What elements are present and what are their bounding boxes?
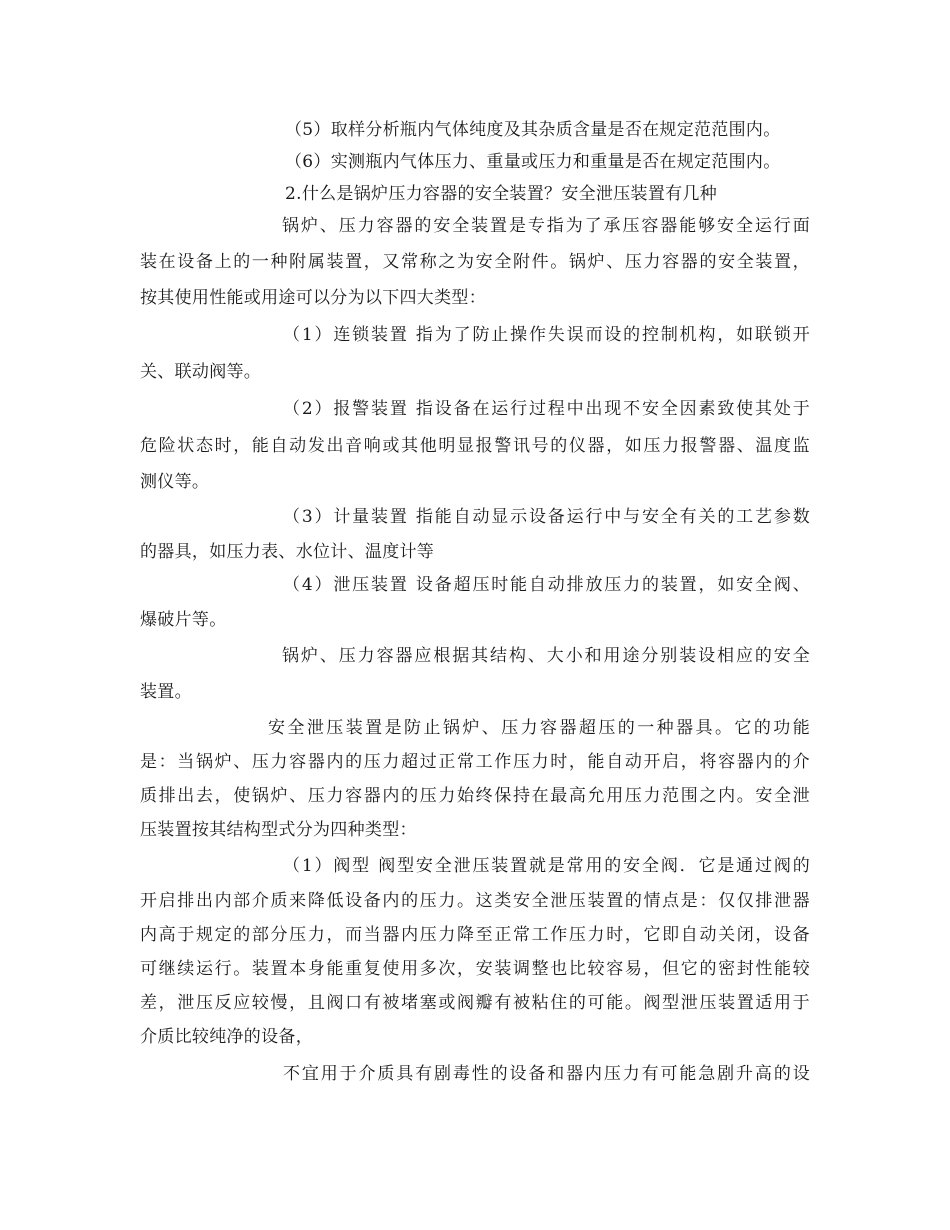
text-line: 开启排出内部介质来降低设备内的压力。这类安全泄压装置的情点是：仅仅排泄器	[140, 891, 810, 911]
text-line: 内高于规定的部分压力，而当器内压力降至正常工作压力时，它即自动关闭，设备	[140, 925, 810, 945]
text-line: 按其使用性能或用途可以分为以下四大类型：	[140, 288, 486, 308]
text-line: 是：当锅炉、压力容器内的压力超过正常工作压力时，能自动开启，将容器内的介	[140, 752, 810, 772]
text-line: （6）实测瓶内气体压力、重量或压力和重量是否在规定范围内。	[285, 152, 781, 172]
list-item-first-line: （2）报警装置 指设备在运行过程中出现不安全因素致使其处于	[283, 399, 810, 419]
text-line: 危险状态时，能自动发出音响或其他明显报警讯号的仪器，如压力报警器、温度监	[140, 436, 810, 456]
text-line: 介质比较纯净的设备，	[140, 1027, 313, 1047]
section-heading: 2.什么是锅炉压力容器的安全装置？安全泄压装置有几种	[285, 184, 718, 204]
paragraph-first-line: 锅炉、压力容器的安全装置是专指为了承压容器能够安全运行面	[282, 216, 810, 236]
text-line: 可继续运行。装置本身能重复使用多次，安装调整也比较容易，但它的密封性能较	[140, 959, 810, 979]
list-item-first-line: （1）连锁装置 指为了防止操作失误而设的控制机构，如联锁开	[283, 325, 810, 345]
text-line: 装置。	[140, 682, 192, 702]
text-line: 关、联动阀等。	[140, 362, 262, 382]
list-item-first-line: （3）计量装置 指能自动显示设备运行中与安全有关的工艺参数	[283, 507, 810, 527]
text-line: 差，泄压反应较慢，且阀口有被堵塞或阀瓣有被粘住的可能。阀型泄压装置适用于	[140, 993, 810, 1013]
paragraph-first-line: 安全泄压装置是防止锅炉、压力容器超压的一种器具。它的功能	[268, 718, 810, 738]
text-line: 测仪等。	[140, 472, 210, 492]
text-line: 装在设备上的一种附属装置，又常称之为安全附件。锅炉、压力容器的安全装置，	[140, 252, 810, 272]
text-line: 的器具，如压力表、水位计、温度计等	[140, 542, 435, 562]
list-item-first-line: （1）阀型 阀型安全泄压装置就是常用的安全阀．它是通过阀的	[283, 856, 810, 876]
paragraph-first-line: 不宜用于介质具有剧毒性的设备和器内压力有可能急剧升高的设	[283, 1064, 810, 1084]
text-line: 质排出去，使锅炉、压力容器内的压力始终保持在最高允用压力范围之内。安全泄	[140, 786, 810, 806]
list-item-first-line: （4）泄压装置 设备超压时能自动排放压力的装置，如安全阀、	[283, 575, 810, 595]
paragraph-first-line: 锅炉、压力容器应根据其结构、大小和用途分别装设相应的安全	[282, 646, 810, 666]
text-line: 爆破片等。	[140, 610, 227, 630]
text-line: （5）取样分析瓶内气体纯度及其杂质含量是否在规定范范围内。	[285, 120, 781, 140]
text-line: 压装置按其结构型式分为四种类型：	[140, 820, 417, 840]
